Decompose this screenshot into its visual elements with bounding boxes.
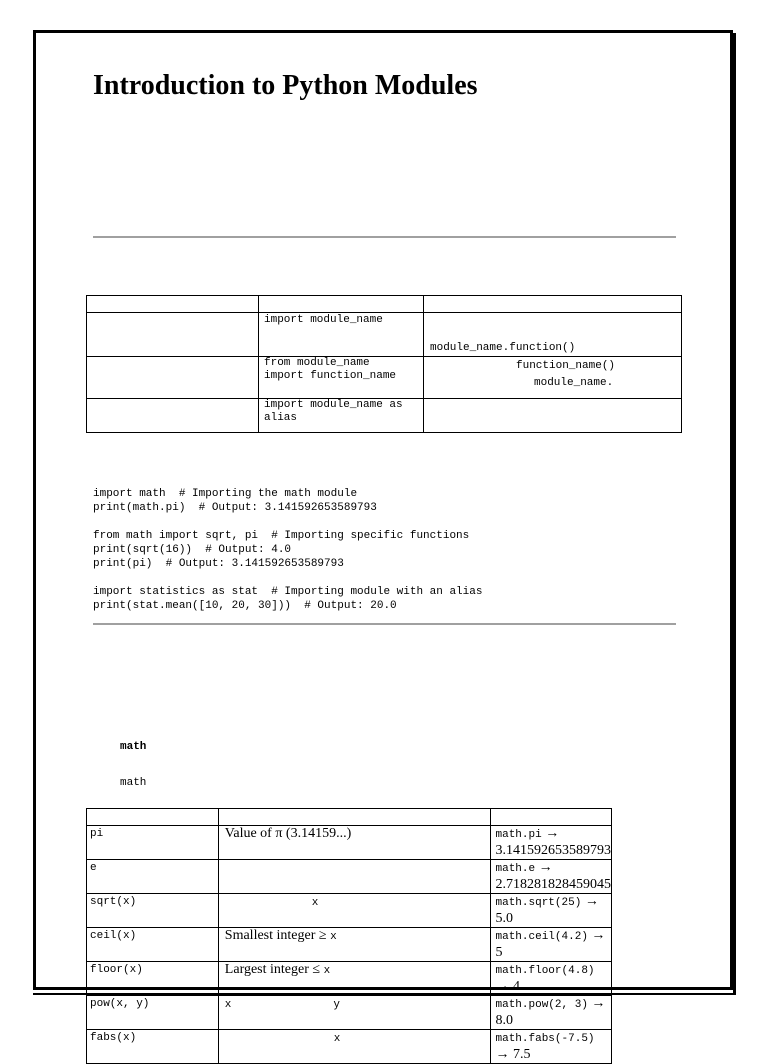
table-row bbox=[87, 860, 612, 894]
description-code: x bbox=[323, 965, 331, 977]
function-description bbox=[218, 1030, 490, 1064]
description-text: Smallest integer ≥ bbox=[224, 928, 327, 943]
import-methods-table bbox=[86, 295, 682, 433]
code-line: print(sqrt(16)) # Output: 4.0 bbox=[93, 544, 292, 556]
import-syntax: import module_name as alias bbox=[264, 399, 403, 424]
table-row bbox=[87, 894, 612, 928]
table-cell bbox=[87, 313, 259, 357]
table-row bbox=[87, 1030, 612, 1064]
table-cell bbox=[424, 399, 682, 433]
example-code: math.pi bbox=[495, 829, 542, 841]
code-line bbox=[93, 515, 482, 529]
table-header-cell bbox=[87, 296, 259, 313]
description-code: y bbox=[333, 999, 341, 1011]
example-code: math.floor(4.8) bbox=[495, 965, 595, 977]
table-row bbox=[87, 996, 612, 1030]
table-cell bbox=[424, 357, 682, 399]
example-code: math.e bbox=[495, 863, 536, 875]
math-functions-table bbox=[86, 808, 612, 1064]
import-syntax: from module_name import function_name bbox=[264, 357, 397, 382]
code-line: print(math.pi) # Output: 3.141592653589793 bbox=[93, 502, 377, 514]
function-name: ceil(x) bbox=[87, 928, 219, 962]
import-syntax: import module_name bbox=[264, 314, 383, 326]
function-description bbox=[218, 860, 490, 894]
divider bbox=[93, 236, 676, 238]
function-example bbox=[490, 996, 612, 1030]
table-header-cell bbox=[218, 809, 490, 826]
code-line: import math # Importing the math module bbox=[93, 488, 358, 500]
function-description bbox=[218, 826, 490, 860]
example-result: → 7.5 bbox=[495, 1047, 531, 1062]
table-row bbox=[87, 357, 682, 399]
usage-syntax: function_name() bbox=[516, 360, 616, 372]
code-line: print(pi) # Output: 3.141592653589793 bbox=[93, 558, 344, 570]
example-code: math.pow(2, 3) bbox=[495, 999, 588, 1011]
table-cell bbox=[87, 399, 259, 433]
function-example bbox=[490, 894, 612, 928]
function-example bbox=[490, 928, 612, 962]
function-description bbox=[218, 996, 490, 1030]
table-header-cell bbox=[259, 296, 424, 313]
math-module-intro: math bbox=[120, 777, 147, 789]
example-result: → 5 bbox=[495, 928, 606, 960]
description-code: x bbox=[311, 897, 319, 909]
table-row bbox=[87, 826, 612, 860]
code-line: print(stat.mean([10, 20, 30])) # Output: 20.0 bbox=[93, 600, 397, 612]
function-name: sqrt(x) bbox=[87, 894, 219, 928]
table-cell bbox=[259, 357, 424, 399]
usage-syntax: module_name.function() bbox=[430, 342, 576, 354]
table-row bbox=[87, 962, 612, 996]
function-name: e bbox=[87, 860, 219, 894]
table-row bbox=[87, 928, 612, 962]
table-header-cell bbox=[424, 296, 682, 313]
table-cell bbox=[259, 399, 424, 433]
code-line: import statistics as stat # Importing module with an alias bbox=[93, 586, 483, 598]
function-name: fabs(x) bbox=[87, 1030, 219, 1064]
example-code: math.sqrt(25) bbox=[495, 897, 582, 909]
function-description bbox=[218, 962, 490, 996]
description-code: x bbox=[224, 999, 232, 1011]
table-header-row bbox=[87, 809, 612, 826]
table-row bbox=[87, 399, 682, 433]
function-example bbox=[490, 860, 612, 894]
example-code: math.ceil(4.2) bbox=[495, 931, 588, 943]
code-line: from math import sqrt, pi # Importing specific functions bbox=[93, 530, 470, 542]
description-text: Value of π (3.14159...) bbox=[224, 826, 352, 841]
code-block bbox=[93, 487, 482, 613]
table-header-cell bbox=[87, 809, 219, 826]
code-line bbox=[93, 571, 482, 585]
example-result: → 5.0 bbox=[495, 894, 599, 926]
page-title: Introduction to Python Modules bbox=[93, 70, 478, 101]
table-cell bbox=[87, 357, 259, 399]
math-module-heading: math bbox=[120, 741, 147, 753]
table-cell bbox=[424, 313, 682, 357]
example-result: → 4 bbox=[495, 979, 520, 994]
table-row bbox=[87, 313, 682, 357]
table-cell bbox=[259, 313, 424, 357]
function-description bbox=[218, 894, 490, 928]
table-header-cell bbox=[490, 809, 612, 826]
example-result: → 2.718281828459045 bbox=[495, 860, 611, 892]
description-text: Largest integer ≤ bbox=[224, 962, 321, 977]
example-code: math.fabs(-7.5) bbox=[495, 1033, 595, 1045]
function-example bbox=[490, 962, 612, 996]
divider bbox=[93, 623, 676, 625]
function-example bbox=[490, 826, 612, 860]
example-result: → 8.0 bbox=[495, 996, 606, 1028]
description-code: x bbox=[333, 1033, 341, 1045]
function-example bbox=[490, 1030, 612, 1064]
usage-syntax: module_name. bbox=[534, 377, 614, 389]
description-code: x bbox=[330, 931, 337, 943]
function-name: pow(x, y) bbox=[87, 996, 219, 1030]
function-name: pi bbox=[87, 826, 219, 860]
page-border-shadow-right bbox=[733, 33, 736, 995]
table-header-row bbox=[87, 296, 682, 313]
example-result: → 3.141592653589793 bbox=[495, 826, 611, 858]
function-name: floor(x) bbox=[87, 962, 219, 996]
function-description bbox=[218, 928, 490, 962]
